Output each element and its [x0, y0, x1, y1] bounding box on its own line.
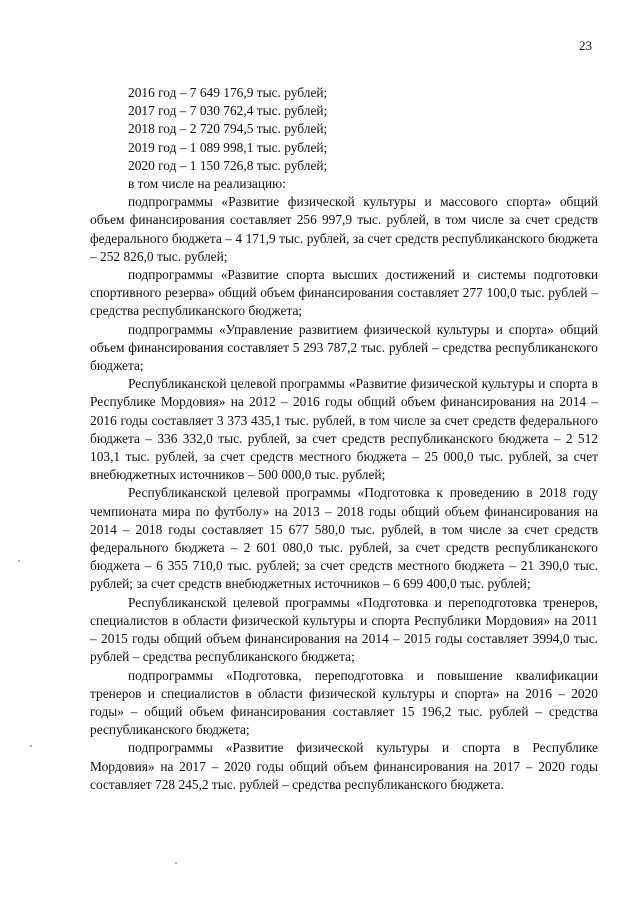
paragraph-high-achievement-subprogram: подпрограммы «Развитие спорта высших достижений и системы подготовки спортивного резерва» общий объем финансирования составляет 277 100,0 тыс. рублей – средства республиканского бюджета; [90, 267, 598, 319]
paragraph-world-cup-program: Республиканской целевой программы «Подготовка к проведению в 2018 году чемпионата мира по футболу» на 2013 – 2018 годы общий объем финансирования на 2014 – 2018 годы составляет 15 677 580,0 тыс. рублей, в том числе за счет средств федерального бюджета – 2 601 080,0 тыс. рублей, за счет средств республиканского бюджета – 6 355 710,0 тыс. рублей; за счет средств местного бюджета – 21 390,0 тыс. рублей; за счет средств внебюджетных источников – 6 699 400,0 тыс. рублей; [90, 485, 598, 592]
scan-speck [18, 560, 20, 562]
paragraph-management-subprogram: подпрограммы «Управление развитием физической культуры и спорта» общий объем финансирования составляет 5 293 787,2 тыс. рублей – средства республиканского бюджета; [90, 321, 598, 374]
page-number: 23 [579, 38, 592, 53]
document-body [90, 84, 598, 794]
funding-year-2019: 2019 год – 1 089 998,1 тыс. рублей; [128, 139, 328, 155]
paragraph-qualification-subprogram: подпрограммы «Подготовка, переподготовка и повышение квалификации тренеров и специалистов в области физической культуры и спорта» на 2016 – 2020 годы» – общий объем финансирования составляет 15 196,2 тыс. рублей – средства республиканского бюджета; [90, 667, 598, 738]
funding-year-2016: 2016 год – 7 649 176,9 тыс. рублей; [128, 85, 328, 100]
paragraph-trainer-training-program: Республиканской целевой программы «Подготовка и переподготовка тренеров, специалистов в области физической культуры и спорта Республики Мордовия» на 2011 – 2015 годы общий объем финансирования на 2014 – 2015 годы составляет 3994,0 тыс. рублей – средства республиканского бюджета; [90, 594, 598, 665]
paragraph-development-program: Республиканской целевой программы «Развитие физической культуры и спорта в Республике Мордовия» на 2012 – 2016 годы общий объем финансирования на 2014 – 2016 годы составляет 3 373 435,1 тыс. рублей, в том числе за счет средств федерального бюджета – 336 332,0 тыс. рублей, за счет средств республиканского бюджета – 2 512 103,1 тыс. рублей, за счет средств местного бюджета – 25 000,0 тыс. рублей, за счет внебюджетных источников – 500 000,0 тыс. рублей; [90, 376, 598, 483]
funding-year-2020: 2020 год – 1 150 726,8 тыс. рублей; [128, 157, 328, 173]
paragraph-mass-sport-subprogram: подпрограммы «Развитие физической культуры и массового спорта» общий объем финансирования составляет 256 997,9 тыс. рублей, в том числе за счет средств федерального бюджета – 4 171,9 тыс. рублей, за счет средств республиканского бюджета – 252 826,0 тыс. рублей; [90, 194, 598, 264]
paragraph-mordovia-sport-subprogram: подпрограммы «Развитие физической культуры и спорта в Республике Мордовия» на 2017 – 2020 годы общий объем финансирования на 2017 – 2020 годы составляет 728 245,2 тыс. рублей – средства республиканского бюджета. [90, 740, 598, 792]
funding-year-2018: 2018 год – 2 720 794,5 тыс. рублей; [128, 121, 328, 137]
funding-year-2017: 2017 год – 7 030 762,4 тыс. рублей; [128, 103, 328, 119]
scan-speck [175, 862, 177, 864]
intro-line: в том числе на реализацию: [128, 176, 286, 192]
scan-speck [30, 745, 32, 747]
